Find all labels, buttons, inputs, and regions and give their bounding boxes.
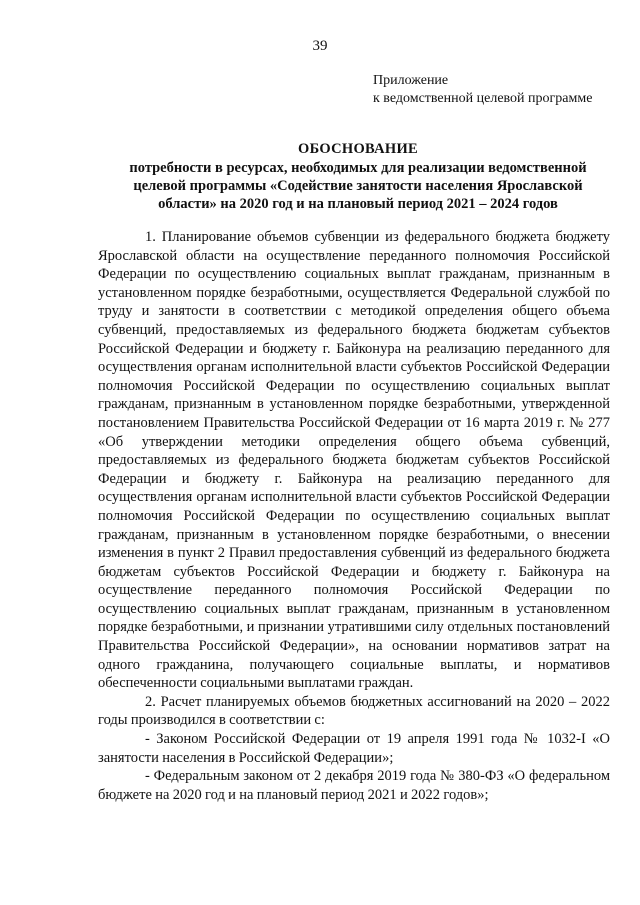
appendix-line: Приложение: [373, 73, 449, 88]
heading-subtitle-line: области» на 2020 год и на плановый период 2021 – 2024 годов: [158, 196, 558, 212]
document-body: [98, 228, 610, 804]
paragraph-planning: 1. Планирование объемов субвенции из федерального бюджета бюджету Ярославской области на осуществление переданного полномочия Российской Федерации по осуществлению социальных выплат гражданам, признанным в установленном порядке безработными, осуществляется Федеральной службой по труду и занятости в соответствии с методикой определения общего объема субвенций, предоставляемых из федерального бюджета бюджетам субъектов Российской Федерации и бюджету г. Байконура на реализацию переданного для осуществления органам исполнительной власти субъектов Российской Федерации полномочия Российской Федерации по осуществлению социальных выплат гражданам, признанным в установленном порядке безработными, утвержденной постановлением Правительства Российской Федерации от 16 марта 2019 г. № 277 «Об утверждении методики определения общего объема субвенций, предоставляемых из федерального бюджета бюджетам субъектов Российской Федерации и бюджету г. Байконура на реализацию переданного для осуществления органам исполнительной власти субъектов Российской Федерации полномочия Российской Федерации по осуществлению социальных выплат гражданам, признанным в установленном порядке безработными, о внесении изменения в пункт 2 Правил предоставления субвенций из федерального бюджета бюджетам субъектов Российской Федерации и бюджету г. Байконура на осуществление переданного полномочия Российской Федерации по осуществлению социальных выплат гражданам, признанным в установленном порядке безработными, и признании утратившими силу отдельных постановлений Правительства Российской Федерации», на основании нормативов затрат на одного гражданина, получающего социальные выплаты, и нормативов обеспеченности социальными выплатами граждан.: [98, 229, 610, 692]
list-item-federal-law: - Федеральным законом от 2 декабря 2019 года № 380-ФЗ «О федеральном бюджете на 2020 год и на плановый период 2021 и 2022 годов»;: [98, 768, 610, 803]
heading-subtitle-line: целевой программы «Содействие занятости населения Ярославской: [133, 178, 583, 194]
appendix-note: [373, 72, 633, 108]
list-item-law: - Законом Российской Федерации от 19 апреля 1991 года № 1032-I «О занятости населения в Российской Федерации»;: [98, 731, 610, 766]
heading-subtitle-line: потребности в ресурсах, необходимых для реализации ведомственной: [129, 160, 587, 176]
appendix-line: к ведомственной целевой программе: [373, 91, 593, 106]
heading-title: ОБОСНОВАНИЕ: [297, 141, 418, 157]
document-heading: [98, 140, 618, 213]
page-number: 39: [312, 38, 328, 54]
paragraph-calculation: 2. Расчет планируемых объемов бюджетных ассигнований на 2020 – 2022 годы производился в соответствии с:: [98, 693, 610, 729]
